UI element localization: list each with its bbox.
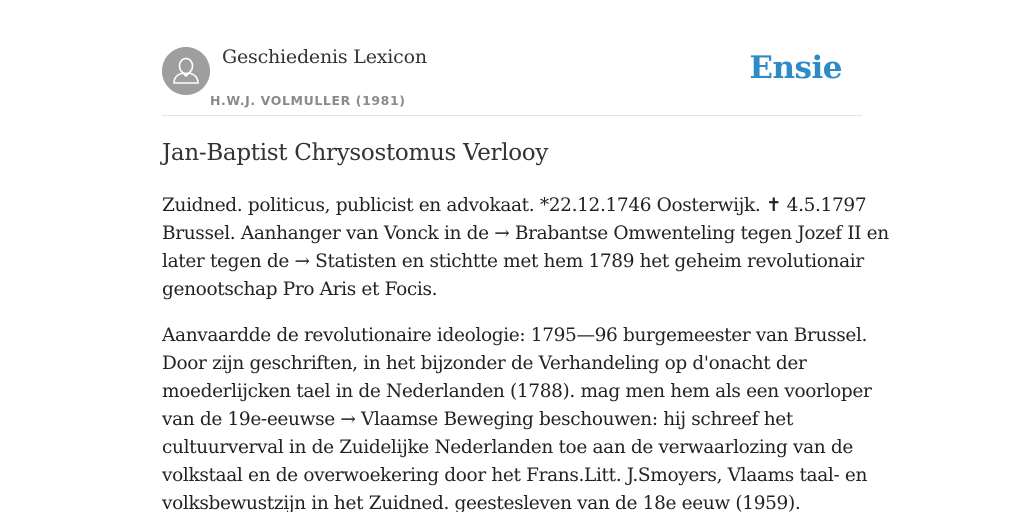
text-line: moederlijcken tael in de Nederlanden (1788). mag men hem als een voorloper — [162, 381, 872, 402]
text-line: Aanvaardde de revolutionaire ideologie: 1795—96 burgemeester van Brussel. — [162, 325, 868, 346]
text-line: van de 19e-eeuwse → Vlaamse Beweging beschouwen: hij schreef het — [162, 409, 793, 430]
ensie-logo[interactable]: Ensie — [749, 50, 842, 86]
text-line: later tegen de → Statisten en stichtte met hem 1789 het geheim revolutionair — [162, 251, 864, 272]
text-line: volkstaal en de overwoekering door het Frans.Litt. J.Smoyers, Vlaams taal- en — [162, 465, 868, 486]
text-line: Door zijn geschriften, in het bijzonder de Verhandeling op d'onacht der — [162, 353, 807, 374]
paragraph — [162, 322, 872, 512]
book-author[interactable]: H.W.J. VOLMULLER (1981) — [210, 93, 406, 108]
text-line: genootschap Pro Aris et Focis. — [162, 279, 438, 300]
text-line: cultuurverval in de Zuidelijke Nederlanden toe aan de verwaarlozing van de — [162, 437, 853, 458]
page-container — [162, 0, 889, 512]
text-line: Zuidned. politicus, publicist en advokaat. *22.12.1746 Oosterwijk. ✝ 4.5.1797 — [162, 195, 867, 216]
text-line: volksbewustzijn in het Zuidned. geestesleven van de 18e eeuw (1959). — [162, 493, 801, 512]
user-silhouette-icon — [162, 47, 210, 95]
book-title[interactable]: Geschiedenis Lexicon — [222, 46, 427, 68]
entry-header — [162, 0, 862, 116]
text-line: Brussel. Aanhanger van Vonck in de → Brabantse Omwenteling tegen Jozef II en — [162, 223, 889, 244]
avatar[interactable] — [162, 47, 210, 95]
paragraph — [162, 192, 889, 304]
entry-body — [162, 192, 889, 512]
entry-title: Jan-Baptist Chrysostomus Verlooy — [162, 140, 549, 166]
